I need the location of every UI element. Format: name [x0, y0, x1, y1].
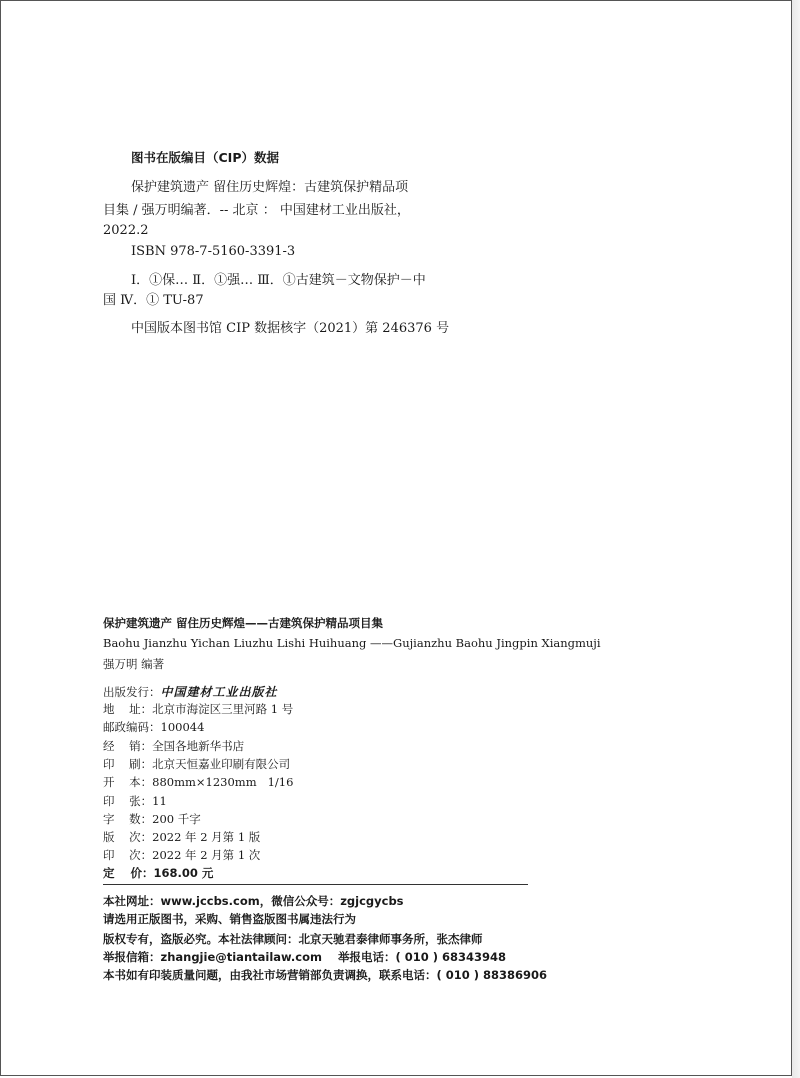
footer-quality: 本书如有印装质量问题，由我社市场营销部负责调换，联系电话：( 010 ) 88386906 [103, 968, 548, 982]
imprint-label: 印 刷： [103, 757, 153, 771]
imprint-value: 880mm×1230mm 1/16 [152, 775, 294, 789]
cip-number: 中国版本图书馆 CIP 数据核字（2021）第 246376 号 [131, 321, 450, 336]
cip-line: Ⅰ．①保… Ⅱ．①强… Ⅲ．①古建筑－文物保护－中 [131, 273, 426, 288]
price-value: 168.00 元 [153, 866, 214, 880]
footer-report: 举报信箱：zhangjie@tiantailaw.com 举报电话：( 010 ) 68343948 [103, 950, 507, 964]
imprint-value: 北京市海淀区三里河路 1 号 [152, 702, 294, 716]
imprint-row [103, 775, 293, 789]
imprint-label: 出版发行： [103, 685, 161, 699]
cip-line: 2022.2 [103, 223, 149, 238]
imprint-label: 字 数： [103, 812, 153, 826]
book-author: 强万明 编著 [103, 657, 165, 671]
imprint-row [103, 848, 260, 862]
publisher-logo-text: 中国建材工业出版社 [160, 685, 278, 699]
imprint-value: 全国各地新华书店 [152, 739, 245, 753]
imprint-value: 北京天恒嘉业印刷有限公司 [152, 757, 291, 771]
imprint-label: 地 址： [103, 702, 153, 716]
footer-notice: 请选用正版图书，采购、销售盗版图书属违法行为 [103, 912, 356, 926]
imprint-value: 2022 年 2 月第 1 次 [152, 848, 261, 862]
page-edge-shadow [792, 0, 800, 1078]
imprint-row [103, 830, 260, 844]
imprint-label: 印 张： [103, 794, 153, 808]
book-title-cn: 保护建筑遗产 留住历史辉煌——古建筑保护精品项目集 [103, 616, 384, 630]
imprint-label: 经 销： [103, 739, 153, 753]
cip-line: 目集 / 强万明编著．-- 北京 ： 中国建材工业出版社， [103, 203, 410, 218]
imprint-row-price [103, 866, 213, 880]
imprint-value: 100044 [160, 720, 205, 734]
imprint-row [103, 739, 244, 753]
cip-line: 国 Ⅳ．① TU-87 [103, 293, 204, 308]
imprint-value: 11 [152, 794, 167, 808]
cip-isbn: ISBN 978-7-5160-3391-3 [131, 244, 296, 259]
imprint-row [103, 757, 290, 771]
imprint-row [103, 720, 204, 734]
imprint-row [103, 702, 293, 716]
book-title-pinyin: Baohu Jianzhu Yichan Liuzhu Lishi Huihuang ——Gujianzhu Baohu Jingpin Xiangmuji [103, 636, 601, 650]
cip-line: 保护建筑遗产 留住历史辉煌：古建筑保护精品项 [131, 180, 409, 195]
footer-copyright: 版权专有，盗版必究。本社法律顾问：北京天驰君泰律师事务所，张杰律师 [103, 932, 483, 946]
imprint-row-publisher [103, 685, 278, 699]
imprint-row [103, 794, 167, 808]
imprint-value: 200 千字 [152, 812, 201, 826]
imprint-row [103, 812, 201, 826]
imprint-label: 邮政编码： [103, 720, 161, 734]
cip-heading: 图书在版编目（CIP）数据 [131, 150, 279, 165]
imprint-label: 定 价： [103, 866, 154, 880]
footer-website: 本社网址：www.jccbs.com，微信公众号：zgjcgycbs [103, 894, 404, 908]
imprint-label: 印 次： [103, 848, 153, 862]
divider [103, 884, 528, 885]
imprint-value: 2022 年 2 月第 1 版 [152, 830, 261, 844]
imprint-label: 版 次： [103, 830, 153, 844]
imprint-label: 开 本： [103, 775, 153, 789]
